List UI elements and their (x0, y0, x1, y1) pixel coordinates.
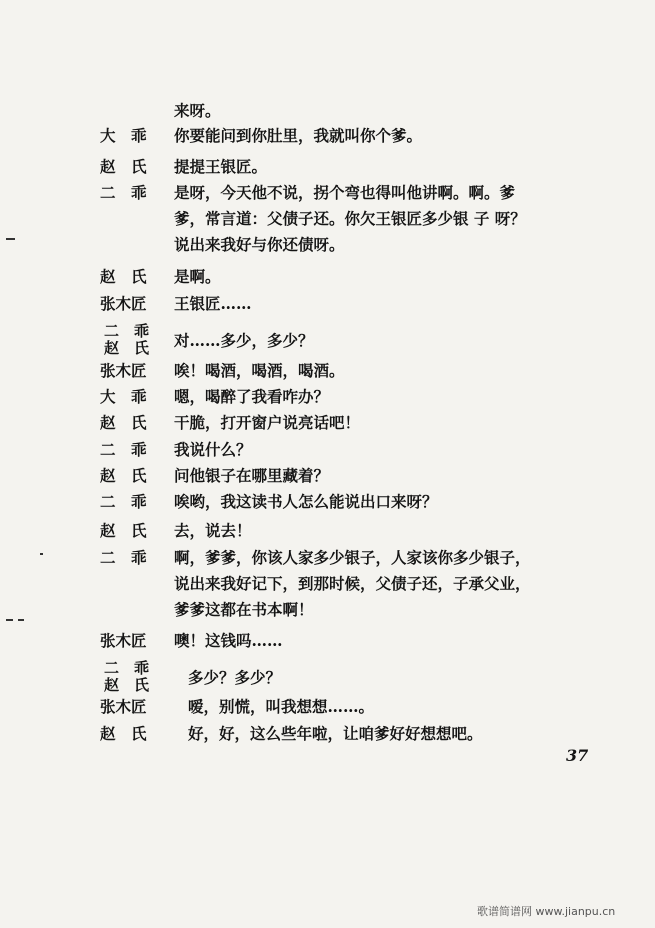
script-line (0, 488, 655, 514)
script-line (0, 122, 655, 148)
line-text: 嗯，喝醉了我看咋办？ (174, 387, 330, 406)
line-text: 你要能问到你肚里，我就叫你个爹。 (174, 126, 423, 145)
joint-speakers (104, 660, 168, 694)
speaker-name: 赵 氏 (100, 466, 147, 485)
line-text: 说出来我好记下，到那时候，父债子还，子承父业， (174, 574, 531, 593)
line-text: 是啊。 (174, 267, 221, 286)
margin-mark (6, 238, 15, 240)
speaker-name: 赵 氏 (100, 267, 147, 286)
speaker-name: 赵 氏 (100, 413, 147, 432)
line-text: 对……多少，多少？ (174, 331, 314, 350)
margin-mark (40, 553, 43, 555)
line-text: 干脆，打开窗户说亮话吧！ (174, 413, 361, 432)
speaker-name: 张木匠 (100, 631, 147, 650)
speaker-name: 大 乖 (100, 387, 147, 406)
speaker-name-top: 二 乖 (104, 659, 150, 677)
line-text: 来呀。 (174, 101, 221, 120)
line-text: 好，好，这么些年啦，让咱爹好好想想吧。 (188, 724, 483, 743)
page-number: 37 (566, 746, 589, 765)
line-text: 噢！这钱吗…… (174, 631, 283, 650)
line-text: 是呀，今天他不说，拐个弯也得叫他讲啊。啊。爹 (174, 183, 516, 202)
line-text: 爹爹这都在书本啊！ (174, 600, 314, 619)
script-line (0, 627, 655, 653)
speaker-name-top: 二 乖 (104, 322, 150, 340)
line-text: 多少？多少？ (188, 668, 282, 687)
margin-mark (6, 619, 13, 621)
line-text: 我说什么？ (174, 440, 252, 459)
script-line (0, 720, 655, 746)
speaker-name: 张木匠 (100, 697, 147, 716)
script-line (0, 357, 655, 383)
speaker-name: 大 乖 (100, 126, 147, 145)
speaker-name: 张木匠 (100, 361, 147, 380)
script-line (0, 462, 655, 488)
line-text: 唉！喝酒，喝酒，喝酒。 (174, 361, 345, 380)
speaker-name-bottom: 赵 氏 (104, 676, 150, 694)
speaker-name: 张木匠 (100, 294, 147, 313)
speaker-name: 二 乖 (100, 183, 147, 202)
watermark: 歌谱简谱网 www.jianpu.cn (477, 905, 616, 918)
line-text: 王银匠…… (174, 294, 252, 313)
line-text: 提提王银匠。 (174, 157, 268, 176)
script-line (0, 205, 655, 231)
speaker-name: 赵 氏 (100, 724, 147, 743)
line-text: 爹，常言道：父债子还。你欠王银匠多少银 子 呀？ (174, 209, 526, 228)
script-line (0, 97, 655, 123)
script-line (0, 517, 655, 543)
speaker-name: 二 乖 (100, 548, 147, 567)
script-line (0, 179, 655, 205)
line-text: 啊，爹爹，你该人家多少银子，人家该你多少银子， (174, 548, 531, 567)
script-line (0, 290, 655, 316)
script-line (0, 544, 655, 570)
speaker-name-bottom: 赵 氏 (104, 339, 150, 357)
line-text: 去，说去！ (174, 521, 252, 540)
script-line-joint (0, 322, 655, 358)
speaker-name: 赵 氏 (100, 157, 147, 176)
joint-speakers (104, 323, 168, 357)
line-text: 说出来我好与你还债呀。 (174, 235, 345, 254)
line-text: 嗳，别慌，叫我想想……。 (188, 697, 375, 716)
script-line (0, 263, 655, 289)
speaker-name: 赵 氏 (100, 521, 147, 540)
script-line-joint (0, 658, 655, 696)
script-line (0, 153, 655, 179)
script-line (0, 409, 655, 435)
margin-mark (18, 619, 24, 621)
script-line (0, 693, 655, 719)
script-line (0, 596, 655, 622)
script-line (0, 231, 655, 257)
line-text: 唉哟，我这读书人怎么能说出口来呀？ (174, 492, 438, 511)
speaker-name: 二 乖 (100, 440, 147, 459)
script-line (0, 570, 655, 596)
speaker-name: 二 乖 (100, 492, 147, 511)
script-line (0, 383, 655, 409)
script-line (0, 436, 655, 462)
line-text: 问他银子在哪里藏着？ (174, 466, 330, 485)
